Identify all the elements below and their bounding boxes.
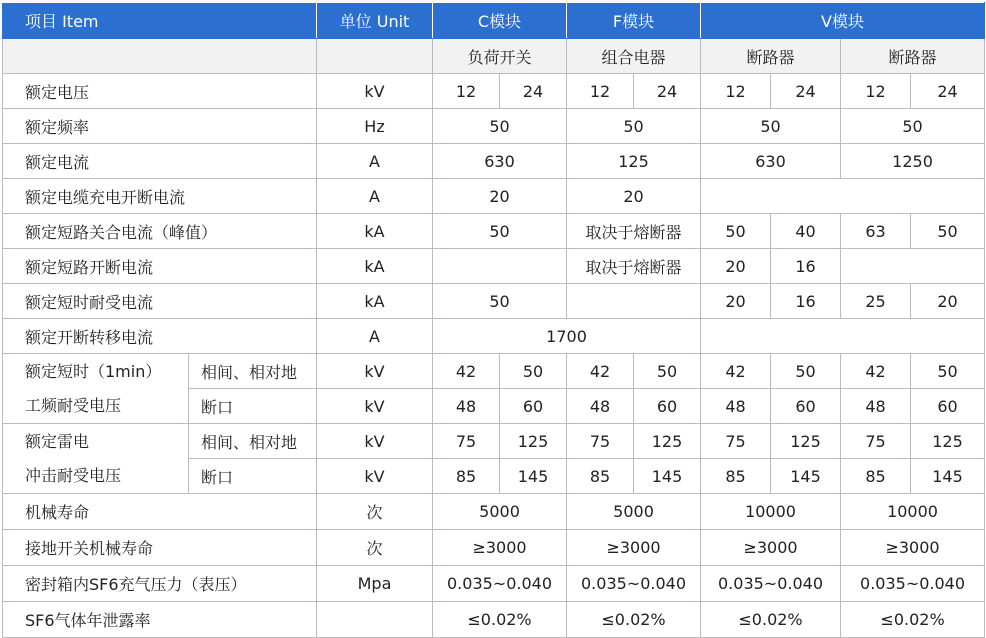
row-condition: 相间、相对地 <box>189 424 317 459</box>
cell: 630 <box>701 144 841 179</box>
cell: 125 <box>911 424 985 459</box>
cell: 85 <box>433 459 500 494</box>
table-row <box>3 530 985 566</box>
row-label: 额定短路关合电流（峰值） <box>3 214 317 249</box>
cell: 85 <box>701 459 771 494</box>
row-label-line2: 工频耐受电压 <box>25 395 122 415</box>
header-unit: 单位 Unit <box>317 3 433 39</box>
cell: 75 <box>567 424 634 459</box>
cell: ≥3000 <box>841 530 985 566</box>
row-unit: kA <box>317 249 433 284</box>
cell: 42 <box>567 354 634 389</box>
row-label-group <box>3 424 189 494</box>
cell: 48 <box>433 389 500 424</box>
row-label: 额定电压 <box>3 74 317 109</box>
row-unit: Hz <box>317 109 433 144</box>
table-row <box>3 179 985 214</box>
row-condition: 断口 <box>189 459 317 494</box>
row-label: 接地开关机械寿命 <box>3 530 317 566</box>
row-unit: kV <box>317 459 433 494</box>
row-unit: kV <box>317 354 433 389</box>
row-label: SF6气体年泄露率 <box>3 602 317 638</box>
cell: 取决于熔断器 <box>567 249 701 284</box>
cell: ≥3000 <box>433 530 567 566</box>
cell: 85 <box>567 459 634 494</box>
row-label-group <box>3 354 189 424</box>
cell: 42 <box>433 354 500 389</box>
row-label: 额定电流 <box>3 144 317 179</box>
cell-empty <box>567 284 701 319</box>
row-unit: 次 <box>317 494 433 530</box>
row-unit: Mpa <box>317 566 433 602</box>
header-f-module: F模块 <box>567 3 701 39</box>
row-label-line1: 额定短时（1min） <box>25 361 162 381</box>
cell: 50 <box>911 354 985 389</box>
cell: 0.035~0.040 <box>433 566 567 602</box>
table-row <box>3 494 985 530</box>
row-label: 额定开断转移电流 <box>3 319 317 354</box>
cell: 50 <box>701 109 841 144</box>
cell: 50 <box>634 354 701 389</box>
cell: ≥3000 <box>701 530 841 566</box>
row-label-line1: 额定雷电 <box>25 431 90 451</box>
cell: 50 <box>701 214 771 249</box>
cell: 12 <box>841 74 911 109</box>
cell: 42 <box>841 354 911 389</box>
cell: 50 <box>911 214 985 249</box>
row-condition: 相间、相对地 <box>189 354 317 389</box>
row-unit: kV <box>317 424 433 459</box>
row-label: 额定频率 <box>3 109 317 144</box>
row-label: 密封箱内SF6充气压力（表压） <box>3 566 317 602</box>
cell: 48 <box>701 389 771 424</box>
cell: 24 <box>500 74 567 109</box>
table-row <box>3 284 985 319</box>
cell: 125 <box>634 424 701 459</box>
header-item: 项目 Item <box>3 3 317 39</box>
cell: 60 <box>634 389 701 424</box>
cell: ≥3000 <box>567 530 701 566</box>
cell: 42 <box>701 354 771 389</box>
header-c-module: C模块 <box>433 3 567 39</box>
cell: 75 <box>433 424 500 459</box>
row-condition: 断口 <box>189 389 317 424</box>
cell-empty <box>841 249 985 284</box>
cell: 取决于熔断器 <box>567 214 701 249</box>
cell: ≤0.02% <box>841 602 985 638</box>
cell: 125 <box>567 144 701 179</box>
cell: 63 <box>841 214 911 249</box>
cell: 60 <box>500 389 567 424</box>
cell: 0.035~0.040 <box>567 566 701 602</box>
cell: 50 <box>771 354 841 389</box>
cell: 630 <box>433 144 567 179</box>
table-row <box>3 319 985 354</box>
row-label: 机械寿命 <box>3 494 317 530</box>
cell: 16 <box>771 284 841 319</box>
table-row <box>3 249 985 284</box>
row-unit: A <box>317 144 433 179</box>
cell: 25 <box>841 284 911 319</box>
cell: 20 <box>911 284 985 319</box>
cell: 50 <box>500 354 567 389</box>
cell: 75 <box>701 424 771 459</box>
cell: 145 <box>634 459 701 494</box>
row-unit: A <box>317 319 433 354</box>
table-row <box>3 214 985 249</box>
table-row <box>3 354 985 389</box>
cell-empty <box>701 319 985 354</box>
cell: 50 <box>433 214 567 249</box>
table-row <box>3 74 985 109</box>
cell: 1700 <box>433 319 701 354</box>
cell: 48 <box>841 389 911 424</box>
cell: 50 <box>433 284 567 319</box>
cell: 16 <box>771 249 841 284</box>
cell: 12 <box>701 74 771 109</box>
cell: 125 <box>771 424 841 459</box>
cell: 125 <box>500 424 567 459</box>
cell: 0.035~0.040 <box>841 566 985 602</box>
row-label: 额定短路开断电流 <box>3 249 317 284</box>
cell: 85 <box>841 459 911 494</box>
cell: 20 <box>701 249 771 284</box>
cell: 145 <box>500 459 567 494</box>
subheader-row <box>3 39 985 74</box>
cell: ≤0.02% <box>701 602 841 638</box>
cell-empty <box>701 179 985 214</box>
cell-empty <box>433 249 567 284</box>
table-row <box>3 602 985 638</box>
cell: 60 <box>911 389 985 424</box>
row-unit: A <box>317 179 433 214</box>
cell: 1250 <box>841 144 985 179</box>
cell: 50 <box>841 109 985 144</box>
subheader-unit-blank <box>317 39 433 74</box>
cell: 20 <box>701 284 771 319</box>
table-row <box>3 144 985 179</box>
cell: 24 <box>771 74 841 109</box>
cell: 10000 <box>701 494 841 530</box>
cell: 40 <box>771 214 841 249</box>
cell: 5000 <box>567 494 701 530</box>
row-unit: kV <box>317 74 433 109</box>
cell: 20 <box>567 179 701 214</box>
cell: 12 <box>433 74 500 109</box>
cell: 0.035~0.040 <box>701 566 841 602</box>
row-unit: 次 <box>317 530 433 566</box>
cell: 10000 <box>841 494 985 530</box>
cell: 75 <box>841 424 911 459</box>
cell: 145 <box>771 459 841 494</box>
subheader-item-blank <box>3 39 317 74</box>
subheader-v-type-1: 断路器 <box>701 39 841 74</box>
cell: 24 <box>634 74 701 109</box>
row-label-line2: 冲击耐受电压 <box>25 465 122 485</box>
table-row <box>3 109 985 144</box>
row-unit: kV <box>317 389 433 424</box>
cell: 12 <box>567 74 634 109</box>
header-v-module: V模块 <box>701 3 985 39</box>
subheader-c-type: 负荷开关 <box>433 39 567 74</box>
cell: 60 <box>771 389 841 424</box>
row-label: 额定电缆充电开断电流 <box>3 179 317 214</box>
cell: 20 <box>433 179 567 214</box>
row-label: 额定短时耐受电流 <box>3 284 317 319</box>
cell: ≤0.02% <box>433 602 567 638</box>
table-row <box>3 566 985 602</box>
cell: 145 <box>911 459 985 494</box>
cell: ≤0.02% <box>567 602 701 638</box>
subheader-v-type-2: 断路器 <box>841 39 985 74</box>
table-row <box>3 424 985 459</box>
row-unit: kA <box>317 284 433 319</box>
subheader-f-type: 组合电器 <box>567 39 701 74</box>
row-unit <box>317 602 433 638</box>
cell: 48 <box>567 389 634 424</box>
spec-table <box>2 2 985 638</box>
cell: 50 <box>567 109 701 144</box>
row-unit: kA <box>317 214 433 249</box>
header-row <box>3 3 985 39</box>
cell: 5000 <box>433 494 567 530</box>
cell: 50 <box>433 109 567 144</box>
cell: 24 <box>911 74 985 109</box>
